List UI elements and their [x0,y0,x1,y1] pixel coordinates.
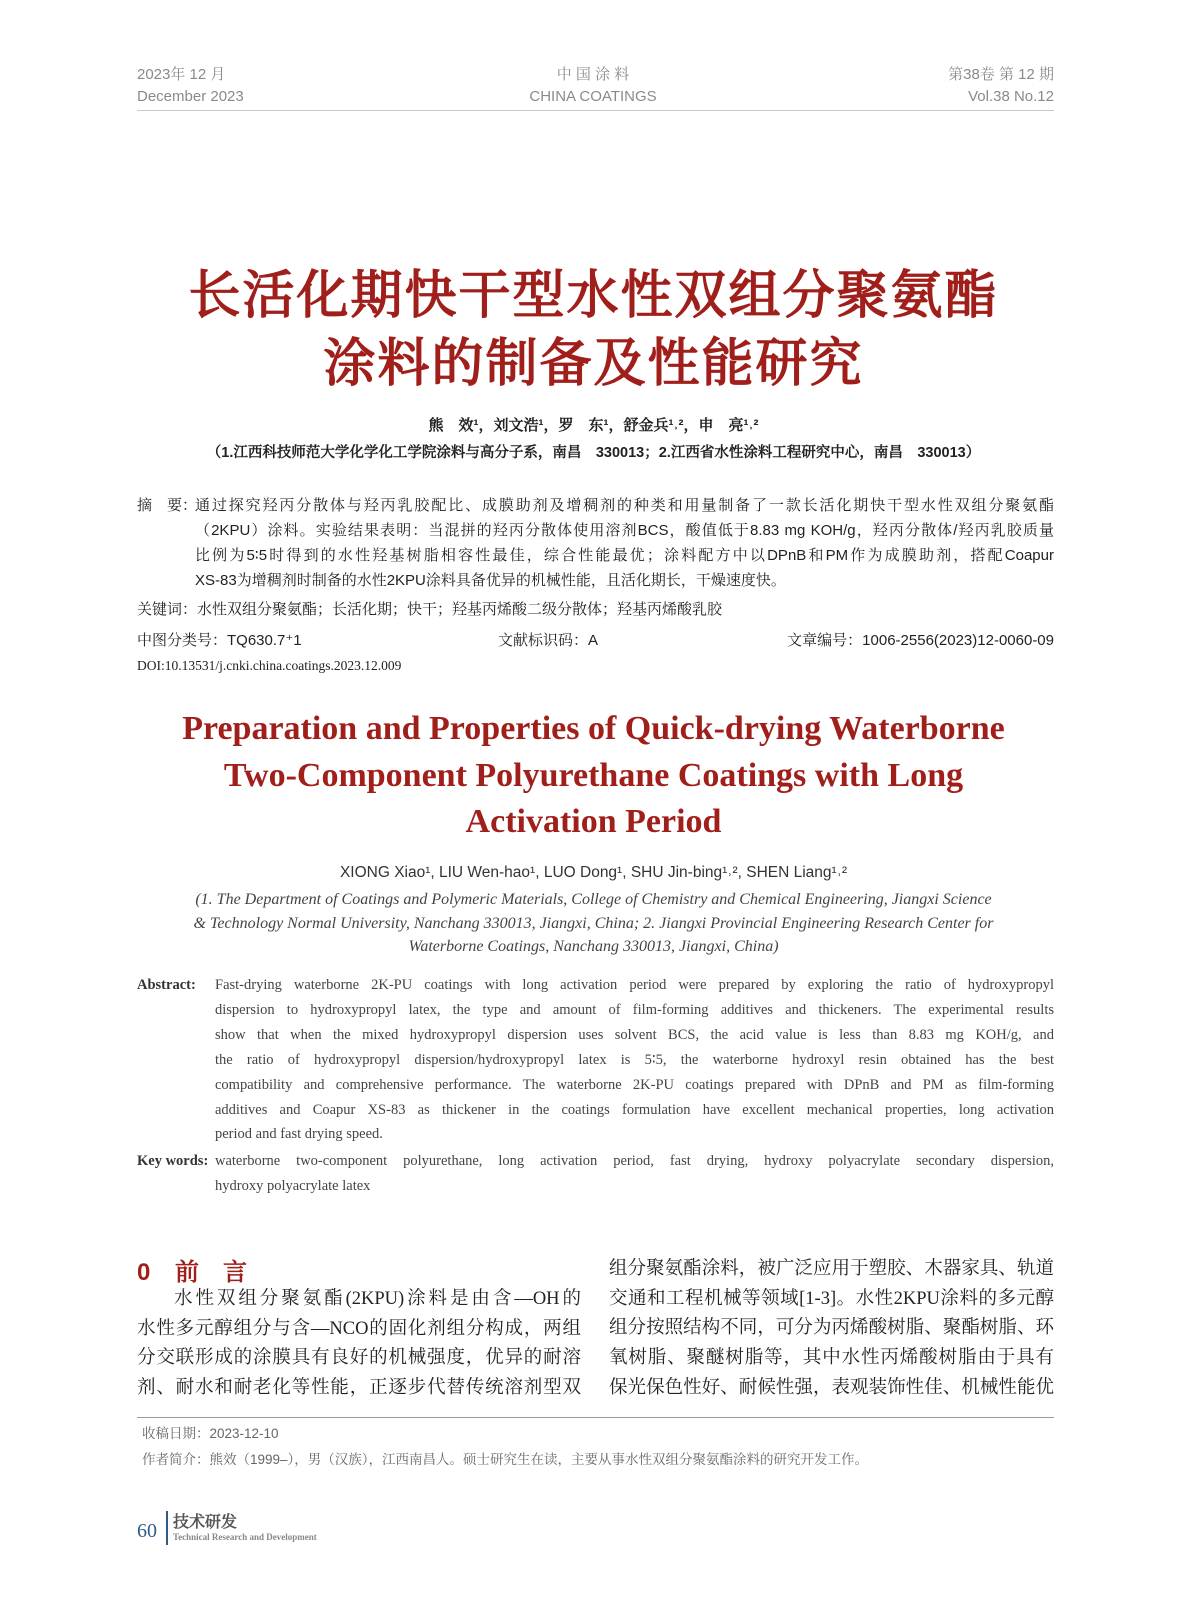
footer-column-en: Technical Research and Development [173,1532,317,1542]
abstract-en [215,973,1054,1147]
header-date-en: December 2023 [137,88,244,105]
header-issue-en: Vol.38 No.12 [968,88,1054,105]
body-line: 保光保色性好、耐候性强，表观装饰性佳、机械性能优 [609,1377,1054,1398]
article-number: 文章编号：1006-2556(2023)12-0060-09 [787,632,1054,649]
authors-cn: 熊 效¹，刘文浩¹，罗 东¹，舒金兵¹˒²，申 亮¹˒² [428,417,759,434]
keywords-en-line: hydroxy polyacrylate latex [215,1178,371,1194]
keywords-en-label: Key words: [137,1153,209,1169]
abstract-cn-line: 通过探究羟丙分散体与羟丙乳胶配比、成膜助剂及增稠剂的种类和用量制备了一款长活化期快干型水性双组分聚氨酯 [195,497,1054,514]
abstract-cn [195,493,1054,593]
section-heading [137,1252,247,1287]
keywords-cn [137,598,722,619]
abstract-en-line: additives and Coapur XS-83 as thickener in the coatings formulation have excellent mechanical properties, long activation [215,1101,1054,1118]
header-issue-cn: 第38卷 第 12 期 [948,66,1054,83]
body-line: 组分按照结构不同，可分为丙烯酸树脂、聚酯树脂、环 [609,1318,1054,1339]
author-bio: 作者简介：熊效（1999–），男（汉族），江西南昌人。硕士研究生在读，主要从事水性双组分聚氨酯涂料的研究开发工作。 [142,1452,869,1467]
body-left-column [137,1285,581,1404]
keywords-cn-label: 关键词： [137,601,198,618]
received-date: 收稿日期：2023-12-10 [142,1426,279,1441]
abstract-cn-line: XS-83为增稠剂时制备的水性2KPU涂料具备优异的机械性能，且活化期长，干燥速度快。 [195,572,786,589]
abstract-en-line: dispersion to hydroxypropyl latex, the type and amount of film-forming additives and thickeners. The experimental results [215,1001,1054,1018]
document-code: 文献标识码：A [498,632,599,649]
affiliation-en-line: & Technology Normal University, Nanchang 330013, Jiangxi, China; 2. Jiangxi Provincial Engineering Research Center for [193,914,994,932]
abstract-en-line: show that when the mixed hydroxypropyl dispersion uses solvent BCS, the acid value is less than 8.83 mg KOH/g, and [215,1026,1054,1043]
header-journal [493,64,693,108]
abstract-cn-label: 摘 要： [137,497,198,514]
section-number: 0 [137,1259,151,1286]
abstract-en-label: Abstract: [137,977,196,993]
body-line: 水性多元醇组分与含—NCO的固化剂组分构成，两组 [137,1318,581,1339]
title-cn-line: 涂料的制备及性能研究 [323,335,864,393]
body-line: 交通和工程机械等领域[1-3]。水性2KPU涂料的多元醇 [609,1288,1054,1309]
keywords-en-line: waterborne two-component polyurethane, long activation period, fast drying, hydroxy polyacrylate secondary dispersion, [215,1153,1054,1169]
title-cn [0,262,1187,398]
section-title: 前 言 [175,1259,248,1286]
keywords-cn-text: 水性双组分聚氨酯；长活化期；快干；羟基丙烯酸二级分散体；羟基丙烯酸乳胶 [197,601,723,618]
body-line: 组分聚氨酯涂料，被广泛应用于塑胶、木器家具、轨道 [609,1259,1054,1279]
footnote-divider [137,1417,1054,1418]
doi: DOI:10.13531/j.cnki.china.coatings.2023.12.009 [137,658,402,673]
body-right-column [609,1255,1054,1404]
title-en-line: Activation Period [465,803,722,840]
header-date [137,64,244,108]
affiliation-en [0,888,1187,959]
keywords-en [215,1149,1054,1199]
abstract-en-line: Fast-drying waterborne 2K-PU coatings with long activation period were prepared by exploring the ratio of hydroxypropyl [215,977,1054,993]
title-en-line: Preparation and Properties of Quick-drying Waterborne [182,710,1005,747]
header-date-cn: 2023年 12 月 [137,66,226,83]
affiliation-en-line: (1. The Department of Coatings and Polymeric Materials, College of Chemistry and Chemical Engineering, Jiangxi Science [195,891,992,908]
abstract-cn-line: 比例为5∶5时得到的水性羟基树脂相容性最佳，综合性能最优；涂料配方中以DPnB和PM作为成膜助剂，搭配Coapur [195,547,1054,564]
title-en [0,706,1187,846]
body-line: 氧树脂、聚醚树脂等，其中水性丙烯酸树脂由于具有 [609,1348,1054,1369]
abstract-en-line: the ratio of hydroxypropyl dispersion/hydroxypropyl latex is 5∶5, the waterborne hydroxyl resin obtained has the best [215,1051,1054,1068]
body-line: 分交联形成的涂膜具有良好的机械强度，优异的耐溶 [137,1348,581,1369]
body-line: 剂、耐水和耐老化等性能，正逐步代替传统溶剂型双 [137,1378,581,1399]
header-journal-cn: 中 国 涂 料 [556,66,630,83]
header-divider [137,110,1054,111]
page-number: 60 [137,1520,157,1542]
title-cn-line: 长活化期快干型水性双组分聚氨酯 [188,267,999,325]
clc-number: 中图分类号：TQ630.7⁺1 [137,632,302,649]
footer-divider [166,1511,168,1545]
header-issue [948,64,1054,108]
header-journal-en: CHINA COATINGS [529,88,657,105]
authors-en: XIONG Xiao¹, LIU Wen-hao¹, LUO Dong¹, SHU Jin-bing¹˒², SHEN Liang¹˒² [339,864,848,881]
title-en-line: Two-Component Polyurethane Coatings with Long [223,756,964,794]
affiliation-cn: （1.江西科技师范大学化学化工学院涂料与高分子系，南昌 330013；2.江西省水性涂料工程研究中心，南昌 330013） [206,445,981,461]
body-line: 水性双组分聚氨酯(2KPU)涂料是由含—OH的 [174,1289,581,1309]
abstract-en-line: compatibility and comprehensive performance. The waterborne 2K-PU coatings prepared with DPnB and PM as film-forming [215,1076,1054,1093]
abstract-en-line: period and fast drying speed. [215,1126,383,1143]
footer-column-cn: 技术研发 [173,1514,238,1531]
abstract-cn-line: （2KPU）涂料。实验结果表明：当混拼的羟丙分散体使用溶剂BCS，酸值低于8.83 mg KOH/g，羟丙分散体/羟丙乳胶质量 [195,522,1054,539]
affiliation-en-line: Waterborne Coatings, Nanchang 330013, Jiangxi, China) [408,938,779,955]
